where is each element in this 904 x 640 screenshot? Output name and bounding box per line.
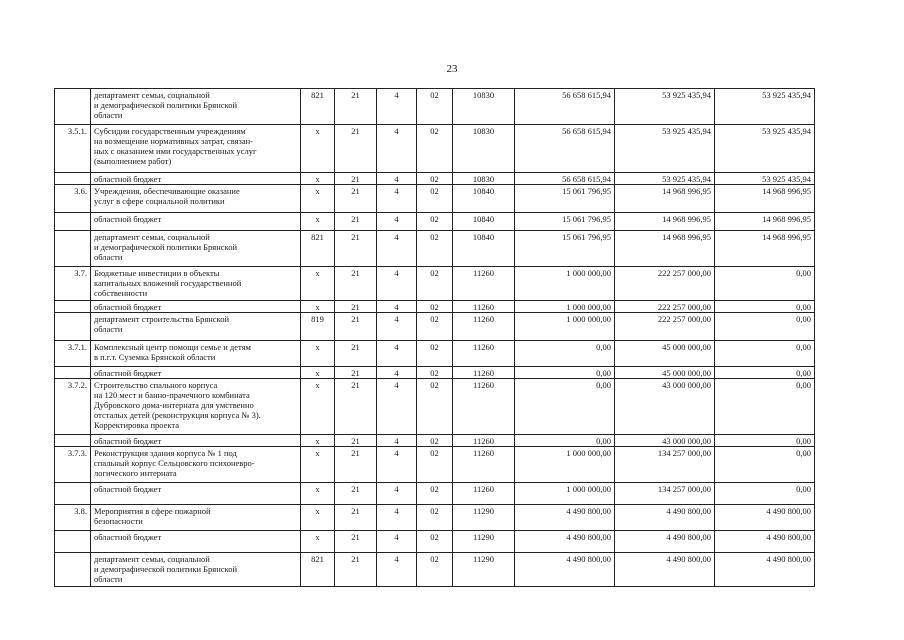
group-code-cell: 02 [417, 173, 453, 185]
amount-year2-cell: 14 968 996,95 [615, 185, 715, 213]
subprogram-code-cell: 4 [377, 379, 417, 435]
row-number-cell: 3.6. [55, 185, 91, 213]
table-row [55, 231, 815, 267]
table-row [55, 125, 815, 173]
direction-code-cell: 11260 [453, 267, 515, 301]
row-number-cell: 3.7.3. [55, 447, 91, 483]
amount-year2-cell: 53 925 435,94 [615, 125, 715, 173]
section-code-cell: 21 [335, 301, 377, 313]
row-number-cell [55, 435, 91, 447]
row-name-line: Корректировка проекта [94, 420, 179, 430]
amount-year3-cell: 14 968 996,95 [715, 185, 815, 213]
group-code-cell: 02 [417, 447, 453, 483]
row-number-cell [55, 483, 91, 505]
group-code-cell: 02 [417, 505, 453, 531]
amount-year2-cell: 43 000 000,00 [615, 379, 715, 435]
row-number-cell: 3.7. [55, 267, 91, 301]
row-name-cell [91, 341, 301, 367]
row-number-cell [55, 313, 91, 341]
table-row [55, 341, 815, 367]
subprogram-code-cell: 4 [377, 185, 417, 213]
direction-code-cell: 11260 [453, 367, 515, 379]
direction-code-cell: 10830 [453, 89, 515, 125]
amount-year3-cell: 0,00 [715, 435, 815, 447]
row-name-cell [91, 301, 301, 313]
amount-year1-cell: 15 061 796,95 [515, 231, 615, 267]
direction-code-cell: 10840 [453, 185, 515, 213]
row-name-line: областной бюджет [94, 302, 162, 312]
amount-year2-cell: 14 968 996,95 [615, 213, 715, 231]
direction-code-cell: 10830 [453, 125, 515, 173]
table-row [55, 213, 815, 231]
group-code-cell: 02 [417, 185, 453, 213]
subprogram-code-cell: 4 [377, 313, 417, 341]
admin-code-cell: x [301, 379, 335, 435]
group-code-cell: 02 [417, 213, 453, 231]
row-name-line: области [94, 252, 123, 262]
amount-year2-cell: 222 257 000,00 [615, 301, 715, 313]
row-name-line: Реконструкция здания корпуса № 1 под [94, 448, 237, 458]
admin-code-cell: x [301, 341, 335, 367]
row-name-line: капитальных вложений государственной [94, 278, 242, 288]
amount-year3-cell: 14 968 996,95 [715, 231, 815, 267]
row-number-cell: 3.5.1. [55, 125, 91, 173]
subprogram-code-cell: 4 [377, 173, 417, 185]
section-code-cell: 21 [335, 89, 377, 125]
table-row [55, 173, 815, 185]
row-number-cell [55, 89, 91, 125]
subprogram-code-cell: 4 [377, 483, 417, 505]
row-name-cell [91, 89, 301, 125]
amount-year2-cell: 222 257 000,00 [615, 267, 715, 301]
section-code-cell: 21 [335, 367, 377, 379]
amount-year1-cell: 56 658 615,94 [515, 125, 615, 173]
row-number-cell [55, 173, 91, 185]
table-row [55, 379, 815, 435]
amount-year1-cell: 0,00 [515, 367, 615, 379]
row-number-cell [55, 301, 91, 313]
subprogram-code-cell: 4 [377, 435, 417, 447]
amount-year3-cell: 0,00 [715, 341, 815, 367]
row-name-line: департамент строительства Брянской [94, 314, 230, 324]
amount-year3-cell: 14 968 996,95 [715, 213, 815, 231]
amount-year2-cell: 53 925 435,94 [615, 173, 715, 185]
group-code-cell: 02 [417, 267, 453, 301]
section-code-cell: 21 [335, 267, 377, 301]
amount-year1-cell: 0,00 [515, 435, 615, 447]
amount-year1-cell: 0,00 [515, 379, 615, 435]
amount-year3-cell: 0,00 [715, 367, 815, 379]
section-code-cell: 21 [335, 379, 377, 435]
row-name-line: ных с оказанием ими государственных услуг [94, 146, 257, 156]
row-name-cell [91, 367, 301, 379]
group-code-cell: 02 [417, 531, 453, 553]
row-name-line: собственности [94, 288, 148, 298]
row-name-cell [91, 185, 301, 213]
row-name-cell [91, 213, 301, 231]
amount-year1-cell: 1 000 000,00 [515, 301, 615, 313]
row-name-line: Субсидии государственным учреждениям [94, 126, 246, 136]
row-name-line: Дубровского дома-интерната для умственно [94, 400, 254, 410]
row-name-cell [91, 231, 301, 267]
row-name-cell [91, 313, 301, 341]
section-code-cell: 21 [335, 505, 377, 531]
direction-code-cell: 11290 [453, 531, 515, 553]
table-row [55, 447, 815, 483]
section-code-cell: 21 [335, 341, 377, 367]
admin-code-cell: 821 [301, 553, 335, 587]
row-name-line: области [94, 574, 123, 584]
row-name-line: логического интерната [94, 468, 177, 478]
direction-code-cell: 10840 [453, 231, 515, 267]
amount-year1-cell: 56 658 615,94 [515, 173, 615, 185]
row-name-cell [91, 553, 301, 587]
table-row [55, 553, 815, 587]
budget-table-body [55, 89, 815, 587]
row-name-line: и демографической политики Брянской [94, 100, 238, 110]
row-name-line: области [94, 324, 123, 334]
admin-code-cell: x [301, 435, 335, 447]
admin-code-cell: x [301, 447, 335, 483]
group-code-cell: 02 [417, 231, 453, 267]
amount-year1-cell: 15 061 796,95 [515, 185, 615, 213]
group-code-cell: 02 [417, 367, 453, 379]
amount-year3-cell: 0,00 [715, 447, 815, 483]
amount-year1-cell: 1 000 000,00 [515, 447, 615, 483]
row-name-line: спальный корпус Сельцовского психоневро- [94, 458, 255, 468]
row-name-line: безопасности [94, 516, 143, 526]
table-row [55, 505, 815, 531]
admin-code-cell: x [301, 267, 335, 301]
amount-year2-cell: 4 490 800,00 [615, 553, 715, 587]
row-number-cell [55, 367, 91, 379]
row-name-line: областной бюджет [94, 368, 162, 378]
table-row [55, 185, 815, 213]
amount-year2-cell: 14 968 996,95 [615, 231, 715, 267]
row-name-line: Мероприятия в сфере пожарной [94, 506, 211, 516]
section-code-cell: 21 [335, 213, 377, 231]
amount-year3-cell: 0,00 [715, 379, 815, 435]
row-name-cell [91, 531, 301, 553]
row-name-cell [91, 173, 301, 185]
admin-code-cell: x [301, 185, 335, 213]
row-name-cell [91, 447, 301, 483]
amount-year2-cell: 4 490 800,00 [615, 531, 715, 553]
subprogram-code-cell: 4 [377, 125, 417, 173]
row-name-line: на возмещение нормативных затрат, связан- [94, 136, 254, 146]
group-code-cell: 02 [417, 301, 453, 313]
direction-code-cell: 11290 [453, 505, 515, 531]
amount-year1-cell: 4 490 800,00 [515, 531, 615, 553]
amount-year3-cell: 4 490 800,00 [715, 531, 815, 553]
row-name-cell [91, 125, 301, 173]
table-row [55, 367, 815, 379]
section-code-cell: 21 [335, 313, 377, 341]
row-name-line: Бюджетные инвестиции в объекты [94, 268, 220, 278]
row-name-line: области [94, 110, 123, 120]
direction-code-cell: 11260 [453, 301, 515, 313]
admin-code-cell: x [301, 483, 335, 505]
amount-year3-cell: 4 490 800,00 [715, 553, 815, 587]
amount-year3-cell: 53 925 435,94 [715, 125, 815, 173]
amount-year1-cell: 4 490 800,00 [515, 505, 615, 531]
direction-code-cell: 10830 [453, 173, 515, 185]
admin-code-cell: 819 [301, 313, 335, 341]
subprogram-code-cell: 4 [377, 367, 417, 379]
table-row [55, 483, 815, 505]
amount-year1-cell: 0,00 [515, 341, 615, 367]
row-name-line: и демографической политики Брянской [94, 564, 238, 574]
amount-year1-cell: 1 000 000,00 [515, 483, 615, 505]
group-code-cell: 02 [417, 341, 453, 367]
row-name-line: на 120 мест и банно-прачечного комбината [94, 390, 250, 400]
section-code-cell: 21 [335, 435, 377, 447]
group-code-cell: 02 [417, 89, 453, 125]
group-code-cell: 02 [417, 313, 453, 341]
amount-year2-cell: 134 257 000,00 [615, 483, 715, 505]
row-name-line: (выполнением работ) [94, 156, 172, 166]
row-name-cell [91, 483, 301, 505]
amount-year3-cell: 4 490 800,00 [715, 505, 815, 531]
direction-code-cell: 11260 [453, 447, 515, 483]
group-code-cell: 02 [417, 483, 453, 505]
row-number-cell: 3.7.1. [55, 341, 91, 367]
table-row [55, 89, 815, 125]
row-name-cell [91, 505, 301, 531]
direction-code-cell: 11260 [453, 483, 515, 505]
row-name-line: и демографической политики Брянской [94, 242, 238, 252]
amount-year2-cell: 43 000 000,00 [615, 435, 715, 447]
table-row [55, 531, 815, 553]
table-row [55, 313, 815, 341]
row-number-cell [55, 213, 91, 231]
amount-year2-cell: 53 925 435,94 [615, 89, 715, 125]
row-name-cell [91, 435, 301, 447]
amount-year1-cell: 1 000 000,00 [515, 313, 615, 341]
amount-year2-cell: 134 257 000,00 [615, 447, 715, 483]
table-row [55, 267, 815, 301]
admin-code-cell: x [301, 301, 335, 313]
table-row [55, 435, 815, 447]
row-name-line: в п.г.т. Суземка Брянской области [94, 352, 216, 362]
row-name-line: департамент семьи, социальной [94, 90, 210, 100]
row-number-cell: 3.7.2. [55, 379, 91, 435]
row-name-line: департамент семьи, социальной [94, 554, 210, 564]
subprogram-code-cell: 4 [377, 89, 417, 125]
amount-year2-cell: 4 490 800,00 [615, 505, 715, 531]
row-name-line: отсталых детей (реконструкция корпуса № 3). [94, 410, 261, 420]
row-name-cell [91, 379, 301, 435]
amount-year3-cell: 53 925 435,94 [715, 89, 815, 125]
direction-code-cell: 11290 [453, 553, 515, 587]
admin-code-cell: x [301, 531, 335, 553]
row-number-cell [55, 531, 91, 553]
group-code-cell: 02 [417, 435, 453, 447]
subprogram-code-cell: 4 [377, 553, 417, 587]
admin-code-cell: x [301, 173, 335, 185]
row-name-line: областной бюджет [94, 214, 162, 224]
group-code-cell: 02 [417, 553, 453, 587]
amount-year1-cell: 15 061 796,95 [515, 213, 615, 231]
subprogram-code-cell: 4 [377, 301, 417, 313]
subprogram-code-cell: 4 [377, 531, 417, 553]
admin-code-cell: x [301, 367, 335, 379]
direction-code-cell: 11260 [453, 435, 515, 447]
direction-code-cell: 11260 [453, 379, 515, 435]
section-code-cell: 21 [335, 553, 377, 587]
section-code-cell: 21 [335, 531, 377, 553]
direction-code-cell: 10840 [453, 213, 515, 231]
amount-year3-cell: 0,00 [715, 267, 815, 301]
group-code-cell: 02 [417, 379, 453, 435]
section-code-cell: 21 [335, 185, 377, 213]
section-code-cell: 21 [335, 125, 377, 173]
amount-year3-cell: 0,00 [715, 483, 815, 505]
row-name-line: Комплексный центр помощи семье и детям [94, 342, 251, 352]
group-code-cell: 02 [417, 125, 453, 173]
row-name-line: областной бюджет [94, 532, 162, 542]
amount-year1-cell: 56 658 615,94 [515, 89, 615, 125]
row-number-cell [55, 553, 91, 587]
row-number-cell [55, 231, 91, 267]
section-code-cell: 21 [335, 173, 377, 185]
row-name-line: Учреждения, обеспечивающие оказание [94, 186, 240, 196]
row-number-cell: 3.8. [55, 505, 91, 531]
row-name-line: областной бюджет [94, 484, 162, 494]
row-name-cell [91, 267, 301, 301]
budget-table [54, 88, 815, 587]
amount-year3-cell: 0,00 [715, 301, 815, 313]
admin-code-cell: x [301, 505, 335, 531]
section-code-cell: 21 [335, 483, 377, 505]
amount-year1-cell: 4 490 800,00 [515, 553, 615, 587]
subprogram-code-cell: 4 [377, 447, 417, 483]
table-row [55, 301, 815, 313]
admin-code-cell: x [301, 213, 335, 231]
admin-code-cell: 821 [301, 231, 335, 267]
row-name-line: областной бюджет [94, 174, 162, 184]
admin-code-cell: 821 [301, 89, 335, 125]
amount-year2-cell: 222 257 000,00 [615, 313, 715, 341]
row-name-line: услуг в сфере социальной политики [94, 196, 225, 206]
subprogram-code-cell: 4 [377, 341, 417, 367]
amount-year1-cell: 1 000 000,00 [515, 267, 615, 301]
amount-year2-cell: 45 000 000,00 [615, 367, 715, 379]
subprogram-code-cell: 4 [377, 213, 417, 231]
subprogram-code-cell: 4 [377, 505, 417, 531]
subprogram-code-cell: 4 [377, 267, 417, 301]
section-code-cell: 21 [335, 447, 377, 483]
subprogram-code-cell: 4 [377, 231, 417, 267]
direction-code-cell: 11260 [453, 313, 515, 341]
direction-code-cell: 11260 [453, 341, 515, 367]
section-code-cell: 21 [335, 231, 377, 267]
amount-year3-cell: 53 925 435,94 [715, 173, 815, 185]
amount-year3-cell: 0,00 [715, 313, 815, 341]
admin-code-cell: x [301, 125, 335, 173]
amount-year2-cell: 45 000 000,00 [615, 341, 715, 367]
row-name-line: Строительство спального корпуса [94, 380, 218, 390]
page-number: 23 [446, 63, 458, 75]
row-name-line: департамент семьи, социальной [94, 232, 210, 242]
row-name-line: областной бюджет [94, 436, 162, 446]
